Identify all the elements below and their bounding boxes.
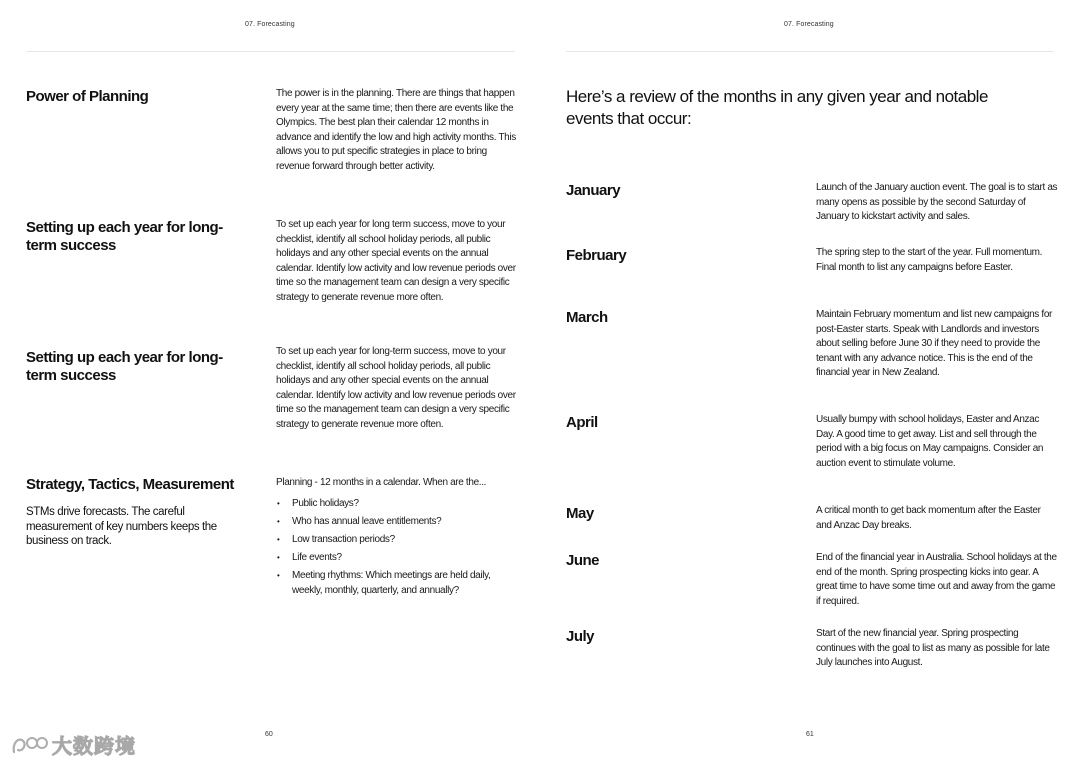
month-name-february: February [566,247,627,264]
section-subtitle-stm: STMs drive forecasts. The careful measurement of key numbers keeps the business on track. [26,506,217,547]
month-name-june: June [566,552,600,569]
section-body-power-of-planning: The power is in the planning. There are things that happen every year at the same time; then there are events like the Olympics. The best plan their calendar 12 months in advance and identify the low and high activity months. This allows you to put specific strategies in place to bring revenue forward through better activity. [276,88,516,172]
month-name-january: January [566,182,621,199]
stm-intro: Planning - 12 months in a calendar. When are the... [276,477,487,488]
list-item: • Life events? [276,551,516,566]
right-page [540,0,1080,764]
list-item: • Public holidays? [276,497,516,512]
month-name-march: March [566,309,608,326]
month-desc-january: Launch of the January auction event. The goal is to start as many opens as possible by the second Saturday of January to kickstart activity and sales. [816,182,1058,223]
month-desc-march: Maintain February momentum and list new campaigns for post-Easter starts. Speak with Landlords and investors about selling before June 30 if they need to provide the tenant with any advance notice. This is the end of the financial year in New Zealand. [816,309,1053,379]
section-body-stm [276,476,516,602]
list-item: • Low transaction periods? [276,533,516,548]
month-name-july: July [566,628,595,645]
list-item: • Meeting rhythms: Which meetings are held daily, weekly, monthly, quarterly, and annually? [276,569,516,598]
page-number: 61 [806,731,814,738]
list-item: • Who has annual leave entitlements? [276,515,516,530]
section-title-setting-up-2: Setting up each year for long-term success [26,349,223,384]
page-number: 60 [265,731,273,738]
section-title-power-of-planning: Power of Planning [26,88,149,105]
month-desc-july: Start of the new financial year. Spring prospecting continues with the goal to list as many as possible for late July launches into August. [816,628,1050,669]
watermark-text: 大数跨境 [52,736,136,758]
section-title-setting-up-1: Setting up each year for long-term success [26,219,223,254]
month-desc-june: End of the financial year in Australia. School holidays at the end of the month. Spring prospecting kicks into gear. A great time to have some time out and away from the game if required. [816,552,1057,607]
watermark [10,730,136,759]
watermark-logo-icon [10,732,50,758]
months-intro: Here’s a review of the months in any given year and notable events that occur: [566,87,988,128]
month-desc-february: The spring step to the start of the year. Full momentum. Final month to list any campaigns before Easter. [816,247,1043,273]
month-name-may: May [566,505,594,522]
month-name-april: April [566,414,598,431]
running-head: 07. Forecasting [245,21,295,28]
section-title-stm: Strategy, Tactics, Measurement [26,476,234,493]
stm-bullet-list [276,497,516,599]
section-body-setting-up-2: To set up each year for long-term success, move to your checklist, identify all school holiday periods, all public holidays and any other special events on the annual calendar. Identify low activity and low revenue periods over time so the management team can design a very specific strategy to generate revenue more often. [276,346,516,430]
running-head: 07. Forecasting [784,21,834,28]
header-divider [566,51,1054,52]
section-body-setting-up-1: To set up each year for long term success, move to your checklist, identify all school holiday periods, all public holidays and any other special events on the annual calendar. Identify low activity and low revenue periods over time so the management team can design a very specific strategy to generate revenue more often. [276,219,516,303]
header-divider [26,51,515,52]
month-desc-april: Usually bumpy with school holidays, Easter and Anzac Day. A good time to get away. List and sell through the period with a big focus on May campaigns. Consider an auction event to stimulate volume. [816,414,1044,469]
month-desc-may: A critical month to get back momentum after the Easter and Anzac Day breaks. [816,505,1041,531]
